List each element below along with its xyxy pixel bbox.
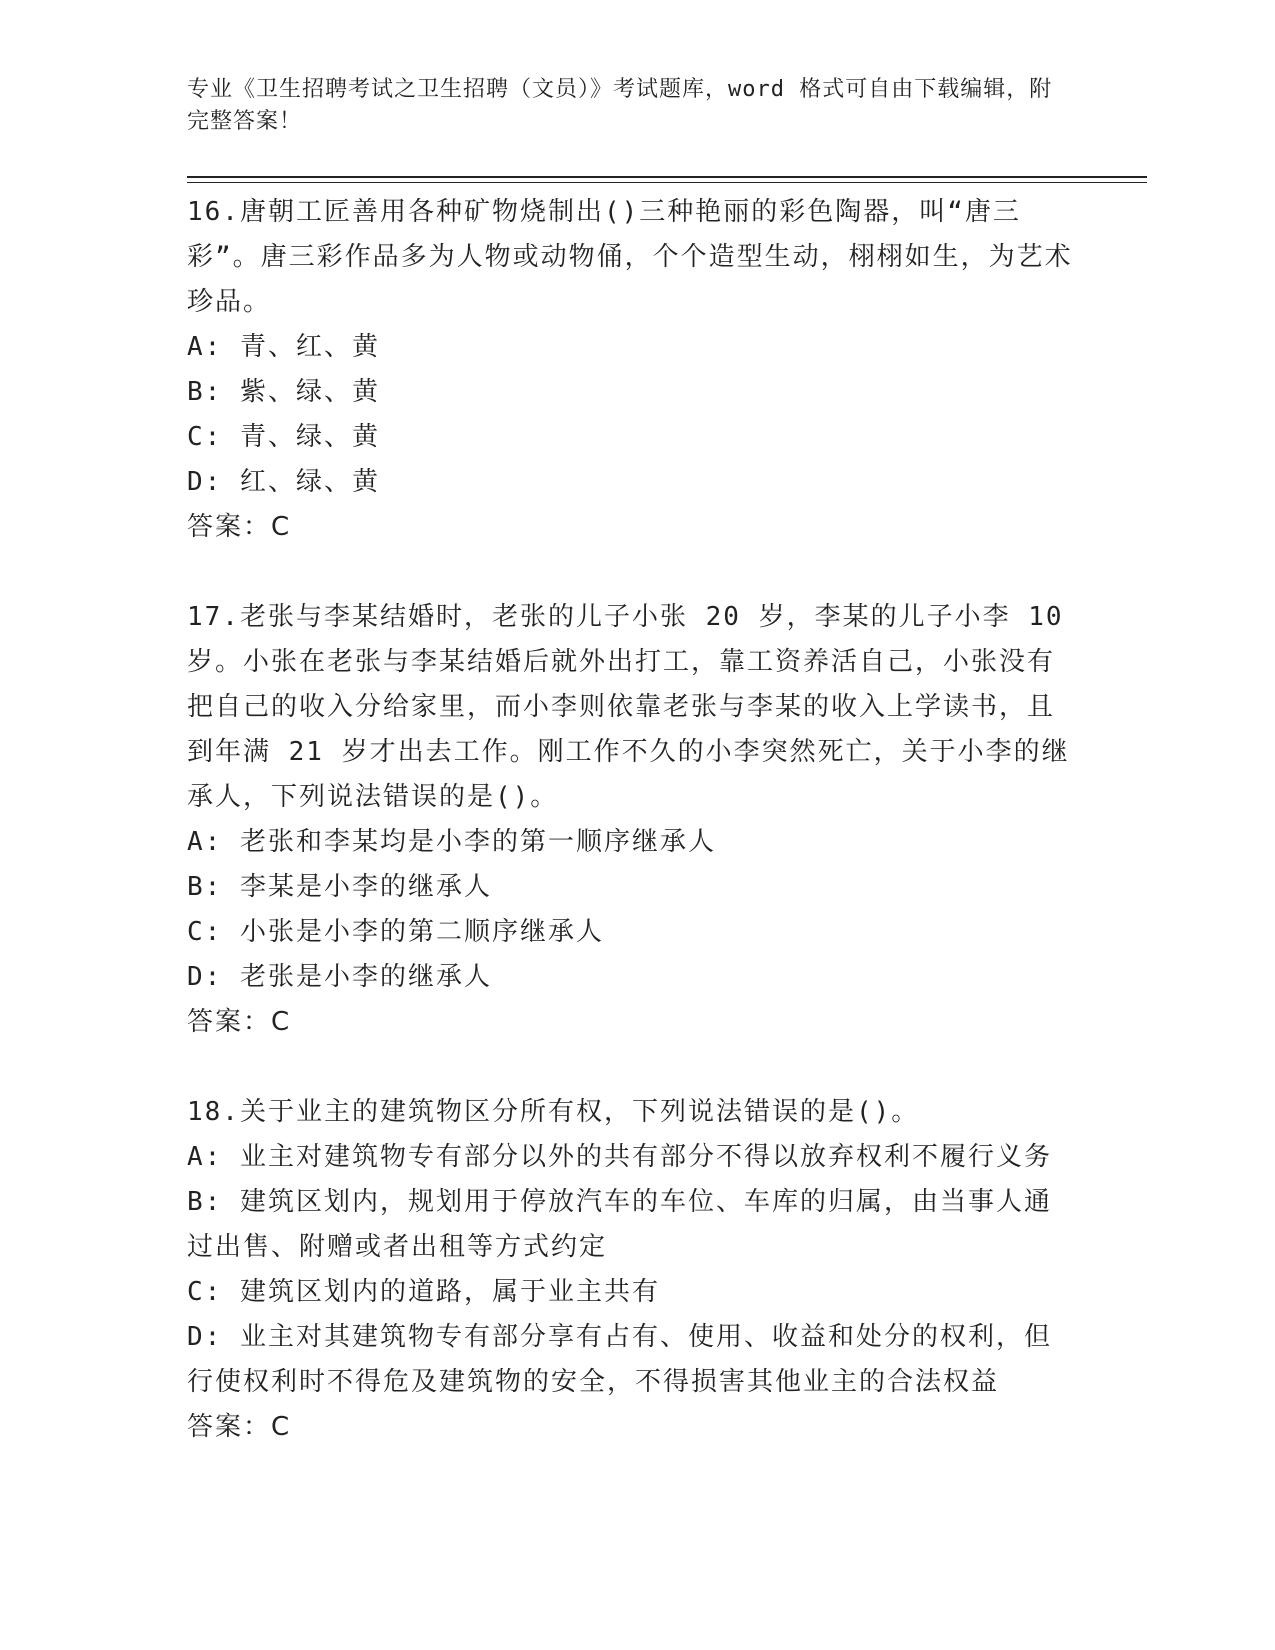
option-a: A: 老张和李某均是小李的第一顺序继承人 bbox=[187, 827, 716, 857]
option-b: B: 李某是小李的继承人 bbox=[187, 872, 492, 902]
option-d: D: 老张是小李的继承人 bbox=[187, 962, 492, 992]
option-c: C: 青、绿、黄 bbox=[187, 422, 380, 452]
option-c: C: 小张是小李的第二顺序继承人 bbox=[187, 917, 604, 947]
question-stem: 17.老张与李某结婚时，老张的儿子小张 20 岁，李某的儿子小李 10 岁。小张在老张与李某结婚后就外出打工，靠工资养活自己，小张没有把自己的收入分给家里，而小李则依靠老张与李某的收入上学读书，且到年满 21 岁才出去工作。刚工作不久的小李突然死亡，关于小李的继承人，下列说法错误的是()。 bbox=[187, 602, 1070, 812]
question-stem: 18.关于业主的建筑物区分所有权，下列说法错误的是()。 bbox=[187, 1097, 920, 1127]
option-a: A: 青、红、黄 bbox=[187, 332, 380, 362]
question-list bbox=[187, 190, 1077, 1495]
option-b: B: 紫、绿、黄 bbox=[187, 377, 380, 407]
question-stem: 16.唐朝工匠善用各种矿物烧制出()三种艳丽的彩色陶器，叫“唐三彩”。唐三彩作品多为人物或动物俑，个个造型生动，栩栩如生，为艺术珍品。 bbox=[187, 197, 1073, 317]
answer: 答案：C bbox=[187, 1412, 292, 1442]
option-b: B: 建筑区划内，规划用于停放汽车的车位、车库的归属，由当事人通过出售、附赠或者出租等方式约定 bbox=[187, 1187, 1052, 1262]
header-divider-thick bbox=[187, 176, 1147, 178]
question-18 bbox=[187, 1090, 1077, 1450]
answer: 答案：C bbox=[187, 512, 292, 542]
option-d: D: 业主对其建筑物专有部分享有占有、使用、收益和处分的权利，但行使权利时不得危及建筑物的安全，不得损害其他业主的合法权益 bbox=[187, 1322, 1052, 1397]
question-16 bbox=[187, 190, 1077, 550]
question-17 bbox=[187, 595, 1077, 1045]
option-d: D: 红、绿、黄 bbox=[187, 467, 380, 497]
header-divider-thin bbox=[187, 182, 1147, 183]
document-header: 专业《卫生招聘考试之卫生招聘（文员）》考试题库，word 格式可自由下载编辑，附完整答案！ bbox=[187, 77, 1053, 134]
option-a: A: 业主对建筑物专有部分以外的共有部分不得以放弃权利不履行义务 bbox=[187, 1142, 1052, 1172]
answer: 答案：C bbox=[187, 1007, 292, 1037]
option-c: C: 建筑区划内的道路，属于业主共有 bbox=[187, 1277, 660, 1307]
